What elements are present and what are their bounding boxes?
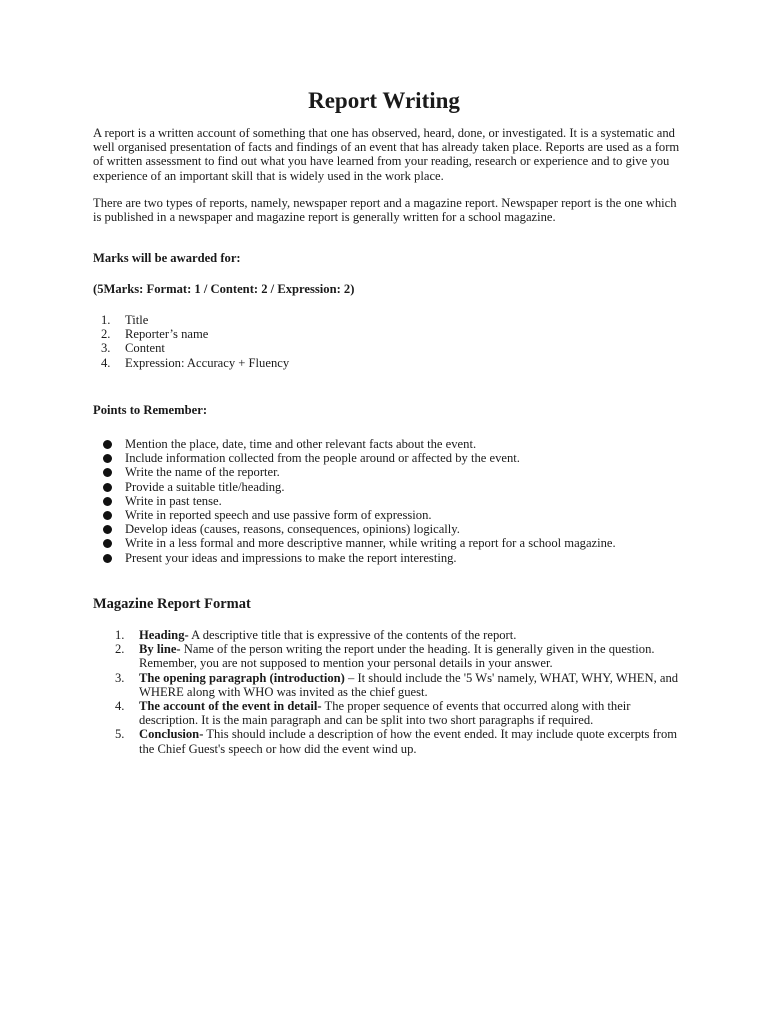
- list-item: [93, 356, 593, 370]
- magazine-format-heading: Magazine Report Format: [93, 596, 251, 612]
- list-item-text: Title: [125, 313, 149, 327]
- marks-breakdown: (5Marks: Format: 1 / Content: 2 / Expression: 2): [93, 282, 355, 296]
- list-item-text: The proper sequence of events that occurred along with their description. It is the main paragraph and can be split into two short paragraphs if required.: [139, 699, 631, 728]
- bullet-icon: [103, 554, 112, 563]
- page-title: Report Writing: [308, 88, 460, 113]
- list-item-term: Conclusion-: [139, 727, 204, 742]
- list-item-text: Write the name of the reporter.: [125, 465, 280, 480]
- list-item-text: Name of the person writing the report under the heading. It is generally given in the question. Remember, you are not supposed to mention your personal details in your answer.: [139, 642, 655, 671]
- marks-heading: Marks will be awarded for:: [93, 251, 241, 265]
- list-number: 4.: [101, 355, 111, 370]
- list-item: [93, 313, 593, 327]
- list-item: [93, 465, 693, 479]
- list-item: [93, 341, 593, 355]
- list-item: [93, 727, 683, 755]
- list-item: [93, 671, 683, 699]
- list-item-text: Write in a less formal and more descriptive manner, while writing a report for a school magazine.: [125, 536, 616, 551]
- list-item: [93, 642, 683, 670]
- list-number: 3.: [101, 341, 111, 356]
- intro-paragraph-types: There are two types of reports, namely, newspaper report and a magazine report. Newspaper report is the one which is published in a newspaper and magazine report is generally written for a school magazine.: [93, 196, 677, 225]
- list-item: [93, 522, 693, 536]
- bullet-icon: [103, 511, 112, 520]
- list-item-text: Reporter’s name: [125, 327, 209, 342]
- list-item-text: Content: [125, 341, 165, 356]
- list-number: 3.: [115, 670, 125, 685]
- bullet-icon: [103, 539, 112, 548]
- points-list: [93, 437, 693, 565]
- list-item-text: This should include a description of how the event ended. It may include quote excerpts from the Chief Guest's speech or how did the event wind up.: [139, 727, 678, 756]
- list-item-text: Develop ideas (causes, reasons, consequences, opinions) logically.: [125, 522, 460, 537]
- list-item: [93, 437, 693, 451]
- list-number: 1.: [115, 628, 125, 642]
- list-item-term: By line-: [139, 642, 181, 657]
- bullet-icon: [103, 483, 112, 492]
- list-item-term: The account of the event in detail-: [139, 699, 322, 714]
- list-item: [93, 551, 693, 565]
- points-heading: Points to Remember:: [93, 403, 208, 417]
- list-number: 2.: [101, 327, 111, 342]
- bullet-icon: [103, 440, 112, 449]
- list-item-text: Include information collected from the people around or affected by the event.: [125, 451, 520, 466]
- list-item-term: The opening paragraph (introduction): [139, 670, 345, 685]
- list-number: 5.: [115, 727, 125, 742]
- marks-list: [93, 313, 593, 370]
- bullet-icon: [103, 497, 112, 506]
- list-number: 4.: [115, 699, 125, 714]
- bullet-icon: [103, 454, 112, 463]
- magazine-format-list: [93, 628, 683, 756]
- list-number: 1.: [101, 313, 111, 327]
- list-item: [93, 494, 693, 508]
- list-item-text: – It should include the '5 Ws' namely, WHAT, WHY, WHEN, and WHERE along with WHO was invited as the chief guest.: [139, 670, 679, 699]
- list-item: [93, 536, 693, 550]
- list-item-text: Mention the place, date, time and other relevant facts about the event.: [125, 437, 477, 451]
- list-item-text: Provide a suitable title/heading.: [125, 479, 285, 494]
- list-item-text: Write in past tense.: [125, 493, 222, 508]
- list-item: [93, 628, 683, 642]
- list-item: [93, 508, 693, 522]
- bullet-icon: [103, 525, 112, 534]
- list-item-text: Present your ideas and impressions to make the report interesting.: [125, 550, 457, 565]
- list-item-text: Expression: Accuracy + Fluency: [125, 355, 290, 370]
- intro-paragraph-definition: A report is a written account of something that one has observed, heard, done, or investigated. It is a systematic and well organised presentation of facts and findings of an event that has already taken place. Reports are used as a form of written assessment to find out what you have learned from your reading, research or experience and to give you experience of an important skill that is widely used in the work place.: [93, 126, 680, 183]
- list-number: 2.: [115, 642, 125, 657]
- list-item: [93, 699, 683, 727]
- list-item-term: Heading-: [139, 628, 189, 642]
- bullet-icon: [103, 468, 112, 477]
- list-item-text: Write in reported speech and use passive form of expression.: [125, 508, 432, 523]
- list-item: [93, 480, 693, 494]
- list-item-text: A descriptive title that is expressive of the contents of the report.: [188, 628, 517, 642]
- list-item: [93, 327, 593, 341]
- list-item: [93, 451, 693, 465]
